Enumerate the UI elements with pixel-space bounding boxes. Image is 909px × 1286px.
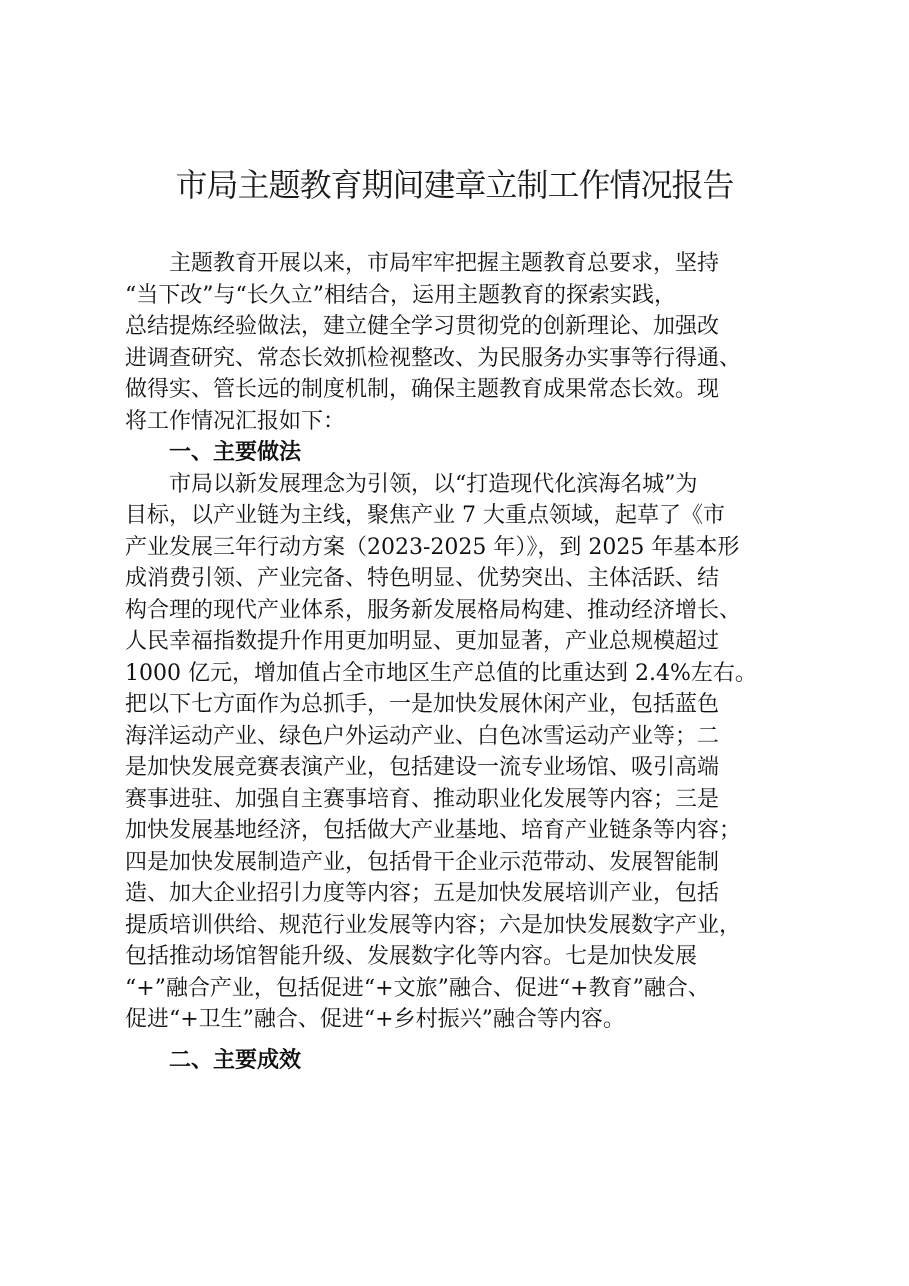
section1-line: 成消费引领、产业完备、特色明显、优势突出、主体活跃、结 [125,566,720,591]
section1-line: “+”融合产业，包括促进“+文旅”融合、促进“+教育”融合、 [125,975,710,1001]
intro-line: 做得实、管长远的制度机制，确保主题教育成果常态长效。现 [125,377,720,402]
section1-line: 包括推动场馆智能升级、发展数字化等内容。七是加快发展 [125,944,698,969]
section1-line: 是加快发展竞赛表演产业，包括建设一流专业场馆、吸引高端 [125,755,720,780]
section1-line: 目标，以产业链为主线，聚焦产业 7 大重点领域，起草了《市 [125,503,725,528]
document-body [125,248,825,1076]
section1-line: 人民幸福指数提升作用更加明显、更加显著，产业总规模超过 [125,629,720,654]
section1-line: 提质培训供给、规范行业发展等内容；六是加快发展数字产业， [125,912,742,938]
intro-line: 进调查研究、常态长效抓检视整改、为民服务办实事等行得通、 [125,345,742,371]
section1-line: 把以下七方面作为总抓手，一是加快发展休闲产业，包括蓝色 [125,692,720,717]
section1-line: 构合理的现代产业体系，服务新发展格局构建、推动经济增长、 [125,597,742,623]
intro-line: “当下改”与“长久立”相结合，运用主题教育的探索实践， [125,282,676,308]
document-title: 市局主题教育期间建章立制工作情况报告 [175,166,734,204]
section1-line: 1000 亿元，增加值占全市地区生产总值的比重达到 2.4%左右。 [125,660,757,686]
section1-line: 赛事进驻、加强自主赛事培育、推动职业化发展等内容；三是 [125,786,720,812]
section1-line: 四是加快发展制造产业，包括骨干企业示范带动、发展智能制 [125,849,720,875]
intro-line: 总结提炼经验做法，建立健全学习贯彻党的创新理论、加强改 [125,314,720,339]
intro-line: 主题教育开展以来，市局牢牢把握主题教育总要求，坚持 [125,251,720,276]
section1-line: 加快发展基地经济，包括做大产业基地、培育产业链条等内容； [125,818,742,843]
section-heading-methods: 一、主要做法 [169,440,302,465]
section1-line: 市局以新发展理念为引领，以“打造现代化滨海名城”为 [125,471,698,497]
intro-line: 将工作情况汇报如下： [125,408,346,434]
section1-line: 促进“+卫生”融合、促进“+乡村振兴”融合等内容。 [125,1007,625,1032]
section1-line: 产业发展三年行动方案（2023-2025 年）》，到 2025 年基本形 [125,534,740,560]
section1-line: 造、加大企业招引力度等内容；五是加快发展培训产业，包括 [125,881,720,906]
section1-line: 海洋运动产业、绿色户外运动产业、白色冰雪运动产业等；二 [125,723,720,749]
section-heading-results: 二、主要成效 [169,1047,302,1073]
